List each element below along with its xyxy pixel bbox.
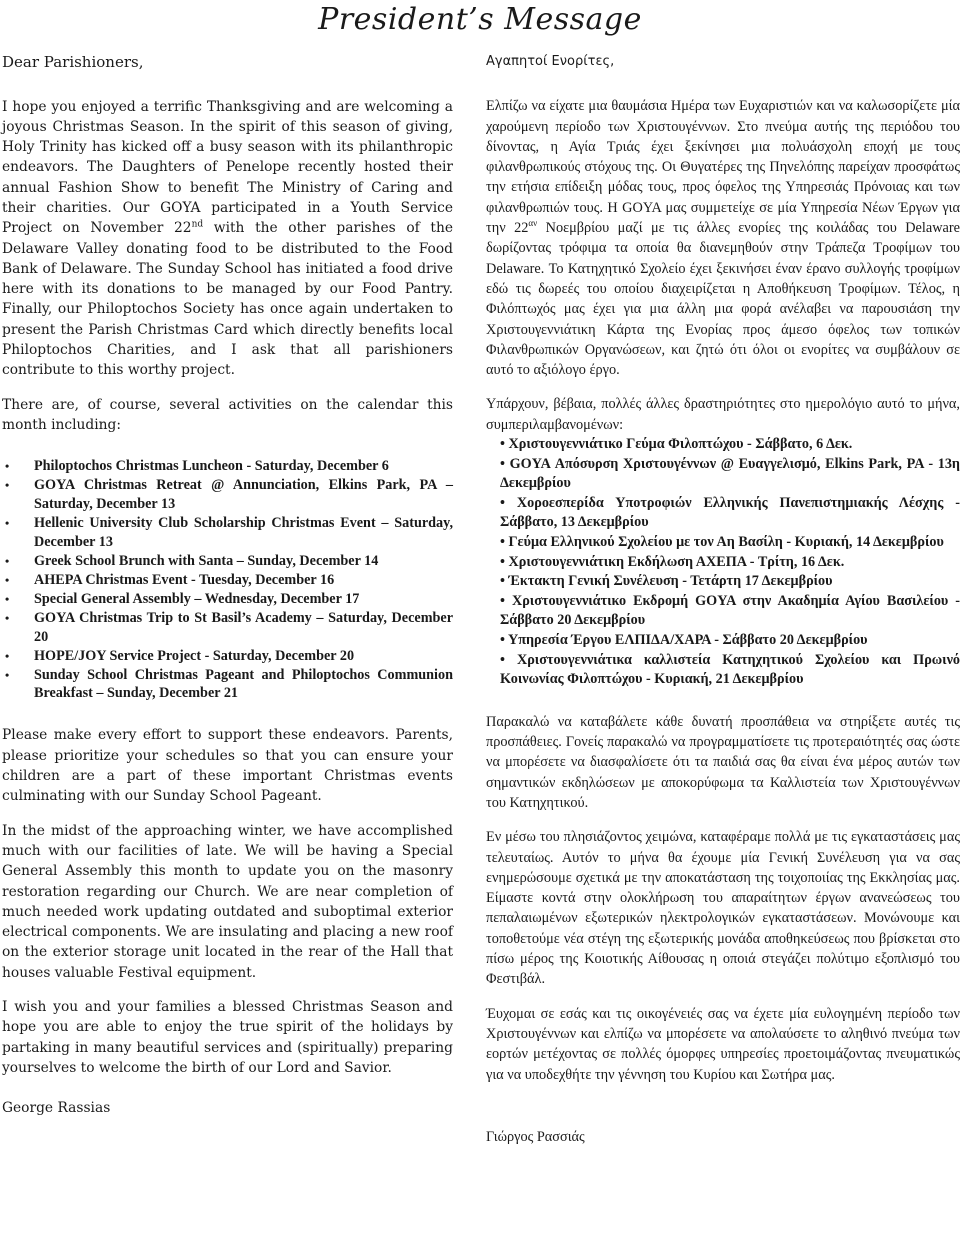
- list-item: • GOYA Christmas Retreat @ Annunciation, Elkins Park, PA –Saturday, December 13: [5, 477, 453, 512]
- bullet-icon: •: [5, 648, 10, 663]
- greek-column: [486, 52, 960, 1147]
- list-item: • Χοροεσπερίδα Υποτροφιών Ελληνικής Πανεπιστημιακής Λέσχης - Σάββατο, 13 Δεκεμβρίου: [500, 494, 960, 531]
- english-events-list: [2, 457, 453, 703]
- english-paragraph-2: There are, of course, several activities on the calendar this month including:: [2, 396, 453, 433]
- greek-paragraph-2: Υπάρχουν, βέβαια, πολλές άλλες δραστηριότητες στο ημερολόγιο αυτό το μήνα, συμπεριλαμβανομένων:: [486, 396, 960, 433]
- list-item: • GOYA Απόσυρση Χριστουγέννων @ Ευαγγελισμό, Elkins Park, PA - 13η Δεκεμβρίου: [500, 455, 960, 492]
- list-item: • Special General Assembly – Wednesday, December 17: [5, 590, 360, 607]
- list-item: • Sunday School Christmas Pageant and Philoptochos Communion Breakfast – Sunday, December 21: [5, 666, 453, 702]
- list-item: • Χριστουγεννιάτικο Εκδρομή GOYA στην Ακαδημία Αγίου Βασιλείου - Σάββατο 20 Δεκεμβρίου: [500, 592, 960, 629]
- greek-salutation: Αγαπητοί Ενορίτες,: [486, 54, 615, 69]
- bullet-icon: •: [5, 478, 10, 493]
- english-paragraph-1: I hope you enjoyed a terrific Thanksgiving and are welcoming a joyous Christmas Season. In the spirit of this season of giving, Holy Trinity has kicked off a busy season with its philanthropic endeavors. The Daughters of Penelope recently hosted their annual Fashion Show to benefit The Ministry of Caring and their charities. Our GOYA participated in a Youth Service Project on November 22nd with the other parishes of the Delaware Valley donating food to be distributed to the Food Bank of Delaware. The Sunday School has initiated a food drive here with its donations to be managed by our Food Pantry. Finally, our Philoptochos Society has once again undertaken to present the Parish Christmas Card which directly benefits local Philoptochos Charities, and I ask that all parishioners contribute to this worthy project.: [2, 98, 453, 379]
- greek-paragraph-1: Ελπίζω να είχατε μια θαυμάσια Ημέρα των Ευχαριστιών και να καλωσορίζετε μία χαρούμενη περίοδο των Χριστουγέννων. Στο πνεύμα αυτής της περιόδου του δίνοντας, η Αγία Τριάς έχει ξεκίνησει μια πολυάσχολη εποχή με τους φιλανθρωπικούς στόχους της. Οι Θυγατέρες της Πηνελόπης παρείχαν προσφάτως την ετήσια επίδειξη μόδας τους, προς όφελος της Υπηρεσιάς Πρόνοιας και των φιλανθρωπιών τους. Η GOYA μας συμμετείχε σε μία Υπηρεσία Νέων Έργων για την $22^{\alpha\nu}$ Νοεμβρίου μαζί με τις άλλες ενορίες της κοιλάδας του Delaware δωρίζοντας τρόφιμα τα οποία θα διανεμηθούν στην Τράπεζα Τροφίμων του Delaware. Το Κατηχητικό Σχολείο έχει ξεκινήσει έναν έρανο συλλογής τροφίμων εδώ τις δωρεές του οποίου διαχειρίζεται η Αποθήκευση Τροφίμων. Τέλος, η Φιλόπτωχός μας έχει για μια άλλη μια φορά ανέλαβει να παρουσιάση την Χριστουγεννιάτικη Κάρτα της Ενορίας προς άμεσο όφελος των τοπικών Φιλανθρωπικών Οργανώσεων, και ζητώ ότι όλοι οι ενορίτες να συμβάλουν σε αυτό το αξιόλογο έργο.: [486, 98, 960, 379]
- english-superscript: nd: [191, 219, 204, 230]
- greek-paragraph-5: Έυχομαι σε εσάς και τις οικογένειές σας να έχετε μία ευλογημένη περίοδο των Χριστουγέννων και ελπίζω να μπορέσετε να απολαύσετε το αληθινό πνεύμα των εορτών μετέχοντας σε πολλές όμορφες υπηρεσίες προετοιμάζοντας πνευματικώς για να υποδεχθήτε την γέννηση του Κυρίου και Σωτήρα μας.: [486, 1005, 960, 1083]
- greek-signature: Γιώργος Ρασσιάς: [486, 1128, 585, 1145]
- list-item: • Έκτακτη Γενική Συνέλευση - Τετάρτη 17 Δεκεμβρίου: [500, 573, 833, 590]
- list-item: • Χριστουγεννιάτικη Εκδήλωση ΑΧΕΠΑ - Τρίτη, 16 Δεκ.: [500, 553, 845, 570]
- list-item: • Υπηρεσία Έργου ΕΛΠΙΔΑ/ΧΑΡΑ - Σάββατο 20 Δεκεμβρίου: [500, 631, 868, 648]
- list-item: • Greek School Brunch with Santa – Sunday, December 14: [5, 552, 379, 569]
- list-item: • Χριστουγεννιάτικα καλλιστεία Κατηχητικού Σχολείου και Πρωινό Κοινωνίας Φιλοπτώχου - Κυριακή, 21 Δεκεμβρίου: [500, 651, 960, 688]
- list-item: • Χριστουγεννιάτικο Γεύμα Φιλοπτώχου - Σάββατο, 6 Δεκ.: [500, 436, 853, 453]
- bullet-icon: •: [5, 516, 10, 531]
- list-item: • GOYA Christmas Trip to St Basil’s Academy – Saturday, December 20: [5, 610, 453, 645]
- english-paragraph-5: I wish you and your families a blessed Christmas Season and hope you are able to enjoy the true spirit of the holidays by partaking in many beautiful services and (spiritually) preparing yourselves to welcome the birth of our Lord and Savior.: [2, 999, 453, 1076]
- english-signature: George Rassias: [2, 1100, 111, 1117]
- english-paragraph-3: Please make every effort to support these endeavors. Parents, please prioritize your schedules so that you can ensure your children are a part of these important Christmas events culminating with our Sunday School Pageant.: [2, 727, 453, 805]
- page-title: President’s Message: [318, 2, 642, 37]
- english-paragraph-4: In the midst of the approaching winter, we have accomplished much with our facilities of late. We will be having a Special General Assembly this month to update you on the masonry restoration regarding our Church. We are near completion of much needed work updating outdated and suboptimal exterior electrical components. We are insulating and placing a new roof on the exterior storage unit located in the rear of the Hall that houses valuable Festival equipment.: [2, 822, 453, 981]
- bullet-icon: •: [5, 611, 10, 625]
- bullet-icon: •: [5, 591, 10, 606]
- english-salutation: Dear Parishioners,: [2, 53, 144, 71]
- list-item: • AHEPA Christmas Event - Tuesday, December 16: [5, 571, 335, 588]
- greek-paragraph-4: Εν μέσω του πλησιάζοντος χειμώνα, καταφέραμε πολλά με τις εγκαταστάσεις μας τελευταίως. Αυτόν το μήνα θα έχουμε μία Γενική Συνέλευση για να σας ενημερώσουμε σχετικά με την αποκατάσταση της τοιχοποιίας της Εκκλησίας μας. Είμαστε κοντά στην ολοκλήρωση του απαραίτητων έργων ανανεώσεως του πεπαλαιωμένων εξωτερικών ηλεκτρολογικών εγκαταστάσεων. Μονώνουμε και τοποθετούμε νέα στέγη της εξωτερικής μονάδα αποθηκεύσεως που βρίσκεται στο πίσω μέρος της Κοιοτικής Αίθουσας η οποιά στεγάζει πολύτιμο εξοπλισμό του Φεστιβάλ.: [486, 829, 960, 988]
- list-item: • Philoptochos Christmas Luncheon - Saturday, December 6: [5, 458, 389, 475]
- list-item: • Hellenic University Club Scholarship Christmas Event – Saturday, December 13: [5, 515, 453, 550]
- bullet-icon: •: [5, 667, 10, 682]
- bullet-icon: •: [5, 459, 10, 474]
- english-column: [2, 52, 453, 1119]
- list-item: • HOPE/JOY Service Project - Saturday, December 20: [5, 647, 355, 664]
- greek-events-list: [486, 435, 960, 690]
- bullet-icon: •: [5, 572, 10, 587]
- greek-superscript: αν: [528, 218, 538, 229]
- bullet-icon: •: [5, 553, 10, 568]
- greek-paragraph-3: Παρακαλώ να καταβάλετε κάθε δυνατή προσπάθεια να στηρίξετε αυτές τις προσπάθειες. Γονείς παρακαλώ να προγραμματίσετε τις προτεραιότητές σας ώστε να μπορέσετε να διασφαλίσετε ότι τα παιδιά σας θα είναι ένα μέρος αυτών των σημαντικών εκδηλώσεων με αποκορύφωμα τα Καλλιστεία των Χριστουγέννων του Κατηχητικού.: [486, 713, 960, 811]
- list-item: • Γεύμα Ελληνικού Σχολείου με τον Αη Βασίλη - Κυριακή, 14 Δεκεμβρίου: [500, 534, 944, 551]
